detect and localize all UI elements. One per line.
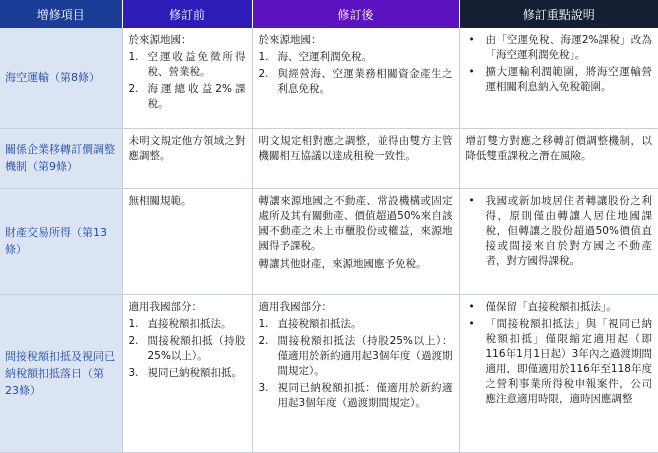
after-intro: 於來源地國： — [258, 34, 322, 46]
row-item-label: 財產交易所得（第13條） — [0, 188, 122, 294]
after-paragraph: 轉讓來源地國之不動產、常設機構或固定處所及其有關動產、價值超過50%來自該國不動產之未上市櫃股份或權益，來源地國得予課稅。 — [258, 194, 453, 252]
after-cell — [252, 294, 459, 452]
list-item: • 「間接稅額扣抵法」與「視同已納稅額扣抵」僅限縮定適用起（即116年1月1日起）3年內之過渡期間適用，即僅適用於116年至118年度之營利事業所得稅申報案件，公司應注意適用時限，適時因應調整 — [468, 317, 652, 405]
table-row — [0, 188, 658, 294]
list-item: 1. 直接稅額扣抵法。 — [128, 317, 232, 330]
row-item-label: 關係企業移轉訂價調整機制（第9條） — [0, 128, 122, 188]
list-item: 1. 直接稅額扣抵法。 — [258, 317, 362, 330]
list-item: 3. 視同已納稅額扣抵：僅適用於新約適用起3個年度（過渡期間規定）。 — [258, 381, 453, 409]
after-text: 明文規定相對應之調整，並得由雙方主管機關相互協議以達成租稅一致性。 — [258, 134, 453, 162]
header-row — [0, 0, 658, 28]
after-paragraph: 轉讓其他財產，來源地國應予免稅。 — [258, 257, 427, 270]
notes-list — [466, 33, 653, 95]
list-item: 3. 視同已納稅額扣抵。 — [128, 366, 242, 379]
note-text: 增訂雙方對應之移轉訂價調整機制，以降低雙重課稅之潛在風險。 — [465, 134, 652, 162]
before-cell — [122, 188, 252, 294]
after-list — [259, 317, 453, 411]
list-item: • 擴大運輸利潤範圍，將海空運輸營運相關利息納入免稅範圍。 — [468, 66, 652, 93]
notes-cell — [459, 188, 658, 294]
notes-list — [466, 194, 653, 269]
before-cell — [122, 294, 252, 452]
before-text: 未明文規定他方領域之對應調整。 — [128, 134, 246, 162]
before-cell — [122, 28, 252, 128]
list-item: 1. 空運收益免徵所得稅、營業稅。 — [128, 51, 246, 78]
after-cell — [252, 128, 459, 188]
header-item: 增修項目 — [0, 0, 122, 28]
notes-list — [466, 300, 653, 407]
header-before: 修訂前 — [122, 0, 252, 28]
list-item: 2. 間接稅額扣抵法（持股25%以上）：僅適用於新約適用起3個年度（過渡期間規定）。 — [258, 334, 453, 377]
table-row — [0, 128, 658, 188]
after-cell — [252, 28, 459, 128]
table-row — [0, 294, 658, 452]
after-intro: 適用我國部分： — [258, 300, 332, 313]
row-item-label: 間接稅額扣抵及視同已納稅額扣抵落日（第23條） — [0, 294, 122, 452]
header-after: 修訂後 — [252, 0, 459, 28]
list-item: • 僅保留「直接稅額扣抵法」。 — [468, 300, 617, 313]
before-intro: 適用我國部分： — [128, 300, 202, 313]
list-item: 2. 間接稅額扣抵（持股25%以上）。 — [128, 334, 246, 362]
after-list — [259, 50, 453, 97]
notes-cell — [459, 294, 658, 452]
list-item: 2. 海運總收益2%課稅。 — [128, 83, 246, 110]
header-notes: 修訂重點說明 — [459, 0, 658, 28]
after-cell — [252, 188, 459, 294]
list-item: • 我國或新加坡居住者轉讓股份之利得，原則僅由轉讓人居住地國課稅，但轉讓之股份超過50%價值直接或間接來自於對方國之不動產者，對方國得課稅。 — [468, 194, 652, 267]
notes-cell — [459, 128, 658, 188]
before-list — [129, 50, 246, 112]
list-item: 1. 海、空運利潤免稅。 — [258, 51, 372, 63]
before-text: 無相關規範。 — [128, 194, 192, 207]
row-item-label: 海空運輸（第8條） — [0, 28, 122, 128]
before-cell — [122, 128, 252, 188]
before-list — [129, 317, 246, 381]
table-row — [0, 28, 658, 128]
list-item: 2. 與經營海、空運業務相關資金產生之利息免稅。 — [258, 68, 453, 95]
notes-cell — [459, 28, 658, 128]
before-intro: 於來源地國： — [128, 34, 192, 46]
list-item: • 由「空運免稅、海運2%課稅」改為「海空運利潤免稅」。 — [468, 34, 652, 61]
